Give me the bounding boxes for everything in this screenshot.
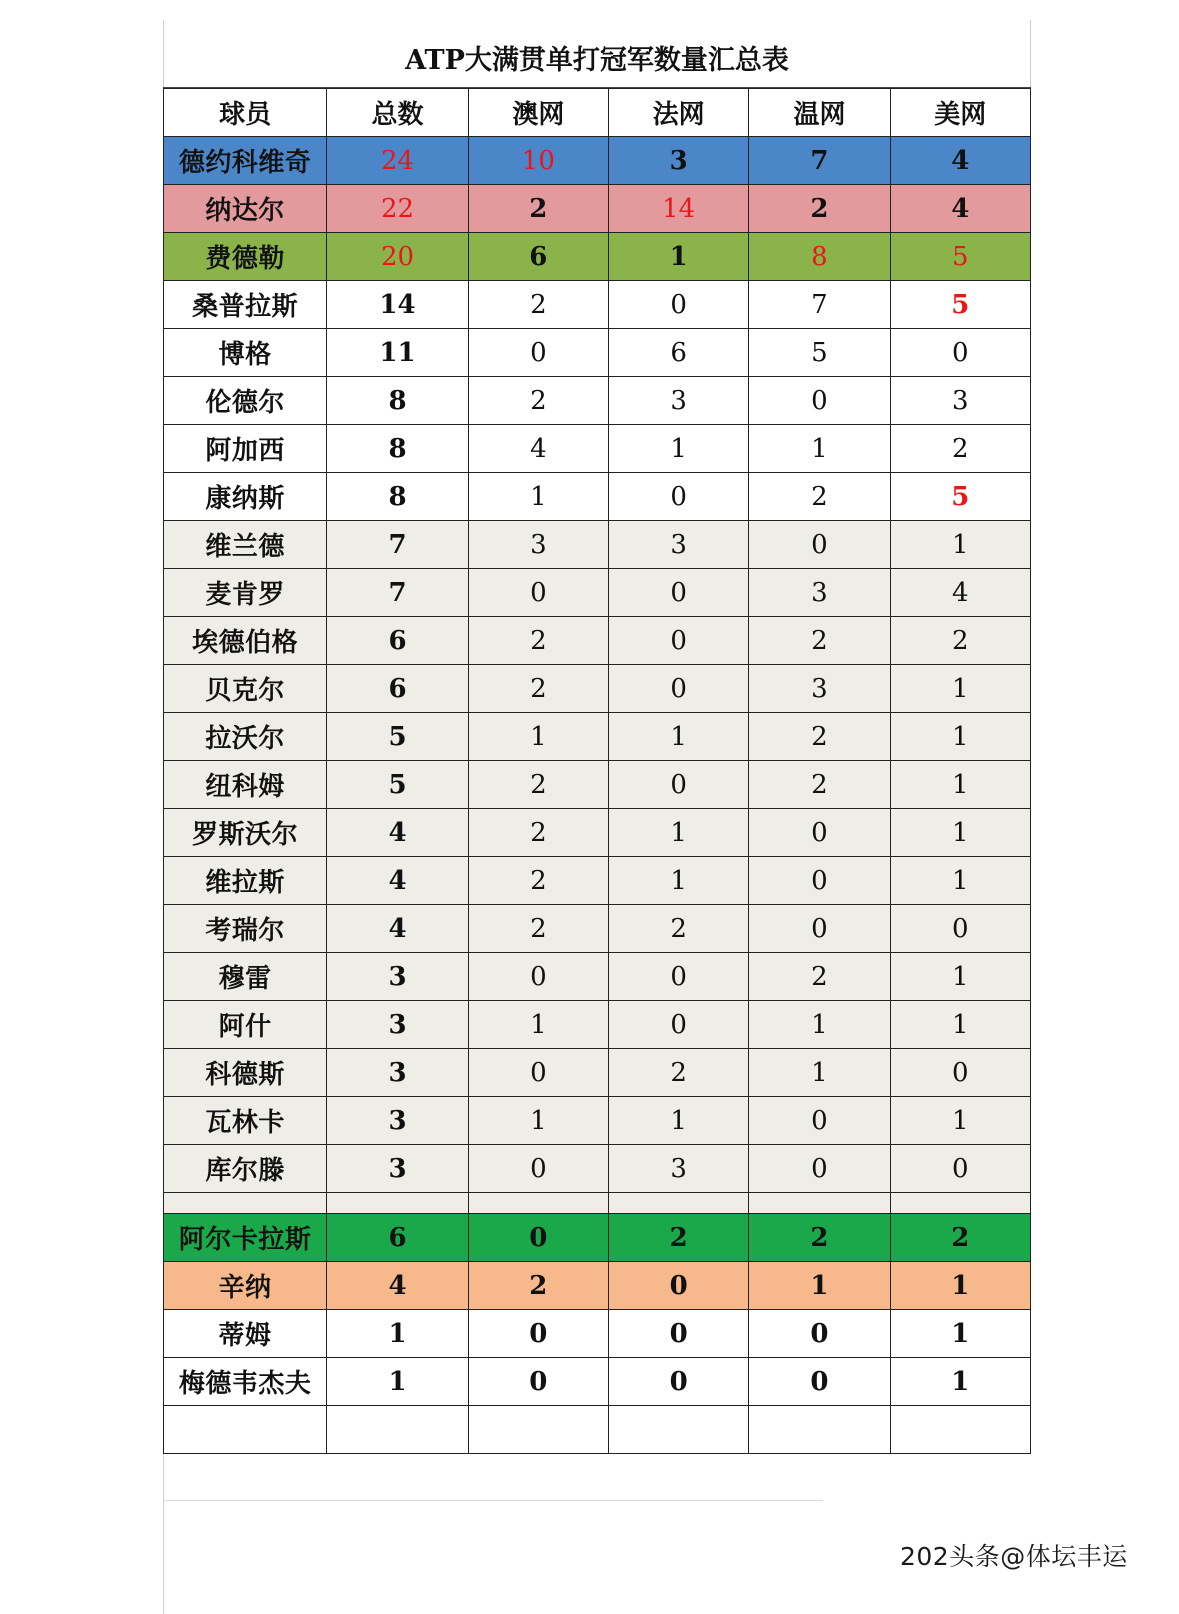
player-name-cell: 阿尔卡拉斯: [164, 1214, 327, 1262]
total-cell: 3: [327, 953, 468, 1001]
player-name-cell: 阿什: [164, 1001, 327, 1049]
us-open-cell: 2: [890, 1214, 1030, 1262]
header-wimbledon: 温网: [749, 89, 890, 137]
french-open-cell: 3: [608, 377, 748, 425]
player-name-cell: 梅德韦杰夫: [164, 1358, 327, 1406]
australian-open-cell: 2: [468, 1262, 608, 1310]
player-name-cell: 纽科姆: [164, 761, 327, 809]
table-row: [164, 857, 1031, 905]
wimbledon-cell: 1: [749, 1262, 890, 1310]
wimbledon-cell: 1: [749, 425, 890, 473]
us-open-cell: 0: [890, 1145, 1030, 1193]
australian-open-cell: 1: [468, 1001, 608, 1049]
header-total: 总数: [327, 89, 468, 137]
wimbledon-cell: 2: [749, 713, 890, 761]
empty-cell: [749, 1406, 890, 1454]
australian-open-cell: 0: [468, 953, 608, 1001]
wimbledon-cell: 2: [749, 617, 890, 665]
french-open-cell: 0: [608, 1358, 748, 1406]
player-name-cell: 费德勒: [164, 233, 327, 281]
table-row: [164, 281, 1031, 329]
australian-open-cell: 0: [468, 1214, 608, 1262]
table-title: ATP大满贯单打冠军数量汇总表: [405, 44, 789, 76]
table-row: [164, 617, 1031, 665]
french-open-cell: 0: [608, 617, 748, 665]
player-name-cell: 蒂姆: [164, 1310, 327, 1358]
australian-open-cell: 6: [468, 233, 608, 281]
australian-open-cell: 2: [468, 281, 608, 329]
player-name-cell: 麦肯罗: [164, 569, 327, 617]
australian-open-cell: 4: [468, 425, 608, 473]
wimbledon-cell: 1: [749, 1001, 890, 1049]
player-name-cell: 科德斯: [164, 1049, 327, 1097]
table-row: [164, 425, 1031, 473]
wimbledon-cell: 0: [749, 521, 890, 569]
french-open-cell: 1: [608, 425, 748, 473]
table-row: [164, 185, 1031, 233]
australian-open-cell: 0: [468, 329, 608, 377]
player-name-cell: 瓦林卡: [164, 1097, 327, 1145]
us-open-cell: 5: [890, 281, 1030, 329]
table-row: [164, 953, 1031, 1001]
total-cell: 4: [327, 809, 468, 857]
table-row: [164, 1145, 1031, 1193]
total-cell: 3: [327, 1097, 468, 1145]
table-row: [164, 377, 1031, 425]
watermark: 202头条@体坛丰运: [900, 1542, 1128, 1571]
australian-open-cell: 0: [468, 1310, 608, 1358]
empty-cell: [608, 1193, 748, 1214]
french-open-cell: 1: [608, 713, 748, 761]
total-cell: 1: [327, 1310, 468, 1358]
table-row: [164, 809, 1031, 857]
french-open-cell: 1: [608, 857, 748, 905]
player-name-cell: 维拉斯: [164, 857, 327, 905]
player-name-cell: 博格: [164, 329, 327, 377]
total-cell: 20: [327, 233, 468, 281]
table-row: [164, 665, 1031, 713]
us-open-cell: 5: [890, 473, 1030, 521]
total-cell: 4: [327, 1262, 468, 1310]
french-open-cell: 3: [608, 521, 748, 569]
australian-open-cell: 0: [468, 1358, 608, 1406]
australian-open-cell: 2: [468, 905, 608, 953]
header-australian-open: 澳网: [468, 89, 608, 137]
footer-divider: [163, 1500, 823, 1501]
player-name-cell: 考瑞尔: [164, 905, 327, 953]
total-cell: 22: [327, 185, 468, 233]
us-open-cell: 1: [890, 1262, 1030, 1310]
total-cell: 24: [327, 137, 468, 185]
total-cell: 6: [327, 617, 468, 665]
french-open-cell: 0: [608, 953, 748, 1001]
wimbledon-cell: 8: [749, 233, 890, 281]
total-cell: 4: [327, 857, 468, 905]
table-row: [164, 713, 1031, 761]
total-cell: 3: [327, 1049, 468, 1097]
us-open-cell: 1: [890, 953, 1030, 1001]
title-right-border: [1030, 20, 1031, 87]
total-cell: 8: [327, 425, 468, 473]
player-name-cell: 阿加西: [164, 425, 327, 473]
table-row: [164, 137, 1031, 185]
us-open-cell: 1: [890, 521, 1030, 569]
australian-open-cell: 2: [468, 377, 608, 425]
australian-open-cell: 0: [468, 1049, 608, 1097]
french-open-cell: 6: [608, 329, 748, 377]
us-open-cell: 1: [890, 1358, 1030, 1406]
player-name-cell: 纳达尔: [164, 185, 327, 233]
us-open-cell: 1: [890, 1097, 1030, 1145]
wimbledon-cell: 0: [749, 809, 890, 857]
header-row: [164, 89, 1031, 137]
french-open-cell: 1: [608, 233, 748, 281]
wimbledon-cell: 2: [749, 473, 890, 521]
french-open-cell: 0: [608, 281, 748, 329]
australian-open-cell: 0: [468, 1145, 608, 1193]
header-player: 球员: [164, 89, 327, 137]
table-row: [164, 521, 1031, 569]
french-open-cell: 1: [608, 809, 748, 857]
total-cell: 3: [327, 1001, 468, 1049]
total-cell: 5: [327, 761, 468, 809]
australian-open-cell: 2: [468, 617, 608, 665]
player-name-cell: 拉沃尔: [164, 713, 327, 761]
total-cell: 1: [327, 1358, 468, 1406]
table-row: [164, 1262, 1031, 1310]
blank-row: [164, 1406, 1031, 1454]
french-open-cell: 1: [608, 1097, 748, 1145]
wimbledon-cell: 0: [749, 1358, 890, 1406]
wimbledon-cell: 0: [749, 1145, 890, 1193]
player-name-cell: 辛纳: [164, 1262, 327, 1310]
table-row: [164, 761, 1031, 809]
us-open-cell: 1: [890, 1310, 1030, 1358]
table-row: [164, 1358, 1031, 1406]
french-open-cell: 2: [608, 1049, 748, 1097]
wimbledon-cell: 2: [749, 1214, 890, 1262]
empty-cell: [890, 1193, 1030, 1214]
player-name-cell: 维兰德: [164, 521, 327, 569]
total-cell: 11: [327, 329, 468, 377]
australian-open-cell: 2: [468, 857, 608, 905]
wimbledon-cell: 2: [749, 185, 890, 233]
empty-cell: [468, 1406, 608, 1454]
us-open-cell: 0: [890, 1049, 1030, 1097]
table-row: [164, 473, 1031, 521]
empty-cell: [468, 1193, 608, 1214]
australian-open-cell: 2: [468, 809, 608, 857]
total-cell: 4: [327, 905, 468, 953]
australian-open-cell: 1: [468, 473, 608, 521]
player-name-cell: 罗斯沃尔: [164, 809, 327, 857]
wimbledon-cell: 0: [749, 857, 890, 905]
us-open-cell: 4: [890, 569, 1030, 617]
french-open-cell: 3: [608, 137, 748, 185]
wimbledon-cell: 1: [749, 1049, 890, 1097]
player-name-cell: 贝克尔: [164, 665, 327, 713]
french-open-cell: 0: [608, 1001, 748, 1049]
australian-open-cell: 2: [468, 761, 608, 809]
header-french-open: 法网: [608, 89, 748, 137]
australian-open-cell: 1: [468, 1097, 608, 1145]
wimbledon-cell: 5: [749, 329, 890, 377]
wimbledon-cell: 7: [749, 137, 890, 185]
french-open-cell: 0: [608, 473, 748, 521]
australian-open-cell: 0: [468, 569, 608, 617]
us-open-cell: 1: [890, 809, 1030, 857]
us-open-cell: 4: [890, 185, 1030, 233]
wimbledon-cell: 3: [749, 665, 890, 713]
empty-cell: [327, 1406, 468, 1454]
empty-cell: [890, 1406, 1030, 1454]
player-name-cell: 德约科维奇: [164, 137, 327, 185]
empty-cell: [164, 1406, 327, 1454]
player-name-cell: 伦德尔: [164, 377, 327, 425]
total-cell: 7: [327, 521, 468, 569]
table-row: [164, 1001, 1031, 1049]
us-open-cell: 1: [890, 713, 1030, 761]
header-us-open: 美网: [890, 89, 1030, 137]
total-cell: 8: [327, 377, 468, 425]
french-open-cell: 0: [608, 761, 748, 809]
wimbledon-cell: 7: [749, 281, 890, 329]
player-name-cell: 穆雷: [164, 953, 327, 1001]
french-open-cell: 2: [608, 905, 748, 953]
total-cell: 6: [327, 1214, 468, 1262]
us-open-cell: 1: [890, 857, 1030, 905]
french-open-cell: 0: [608, 1310, 748, 1358]
us-open-cell: 1: [890, 665, 1030, 713]
us-open-cell: 5: [890, 233, 1030, 281]
wimbledon-cell: 0: [749, 377, 890, 425]
french-open-cell: 0: [608, 1262, 748, 1310]
spacer-row: [164, 1193, 1031, 1214]
table-row: [164, 1097, 1031, 1145]
player-name-cell: 埃德伯格: [164, 617, 327, 665]
us-open-cell: 2: [890, 425, 1030, 473]
table-row: [164, 1310, 1031, 1358]
french-open-cell: 0: [608, 569, 748, 617]
empty-cell: [327, 1193, 468, 1214]
empty-cell: [608, 1406, 748, 1454]
empty-cell: [749, 1193, 890, 1214]
us-open-cell: 4: [890, 137, 1030, 185]
wimbledon-cell: 2: [749, 761, 890, 809]
total-cell: 8: [327, 473, 468, 521]
us-open-cell: 0: [890, 905, 1030, 953]
french-open-cell: 0: [608, 665, 748, 713]
australian-open-cell: 10: [468, 137, 608, 185]
french-open-cell: 3: [608, 1145, 748, 1193]
wimbledon-cell: 0: [749, 1310, 890, 1358]
australian-open-cell: 3: [468, 521, 608, 569]
us-open-cell: 0: [890, 329, 1030, 377]
total-cell: 3: [327, 1145, 468, 1193]
table-row: [164, 1049, 1031, 1097]
australian-open-cell: 1: [468, 713, 608, 761]
australian-open-cell: 2: [468, 185, 608, 233]
wimbledon-cell: 2: [749, 953, 890, 1001]
player-name-cell: 库尔滕: [164, 1145, 327, 1193]
total-cell: 5: [327, 713, 468, 761]
player-name-cell: 康纳斯: [164, 473, 327, 521]
wimbledon-cell: 3: [749, 569, 890, 617]
australian-open-cell: 2: [468, 665, 608, 713]
us-open-cell: 1: [890, 1001, 1030, 1049]
empty-cell: [164, 1193, 327, 1214]
table-row: [164, 569, 1031, 617]
wimbledon-cell: 0: [749, 905, 890, 953]
total-cell: 14: [327, 281, 468, 329]
table-row: [164, 329, 1031, 377]
wimbledon-cell: 0: [749, 1097, 890, 1145]
player-name-cell: 桑普拉斯: [164, 281, 327, 329]
us-open-cell: 3: [890, 377, 1030, 425]
table-row: [164, 233, 1031, 281]
total-cell: 7: [327, 569, 468, 617]
french-open-cell: 14: [608, 185, 748, 233]
grand-slam-table: [163, 88, 1031, 1454]
us-open-cell: 2: [890, 617, 1030, 665]
us-open-cell: 1: [890, 761, 1030, 809]
french-open-cell: 2: [608, 1214, 748, 1262]
table-row: [164, 1214, 1031, 1262]
total-cell: 6: [327, 665, 468, 713]
table-row: [164, 905, 1031, 953]
